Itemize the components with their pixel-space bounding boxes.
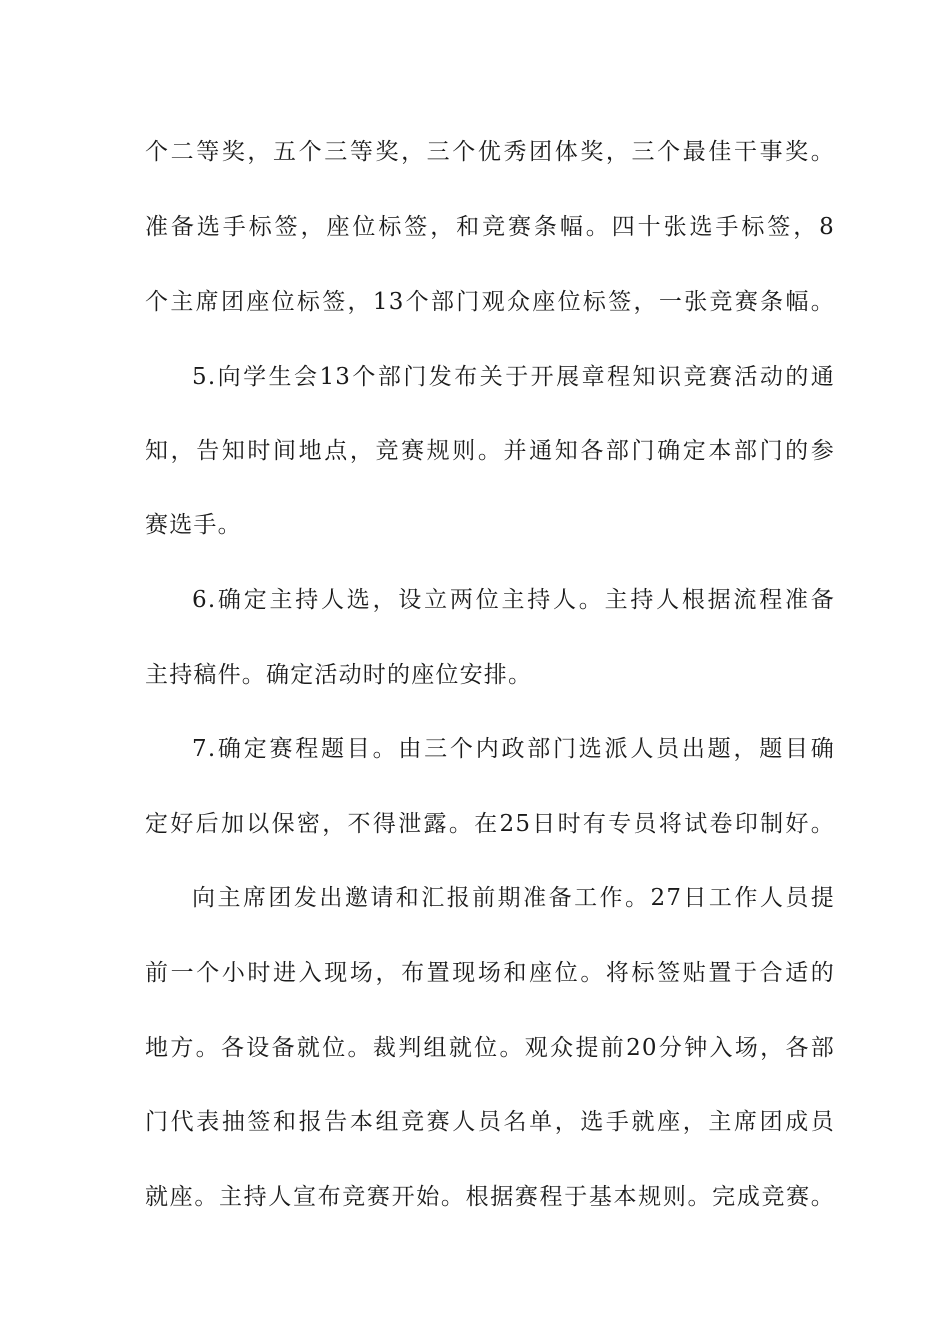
text-line-7: 6.确定主持人选，设立两位主持人。主持人根据流程准备 bbox=[192, 587, 835, 613]
text-line-12: 前一个小时进入现场，布置现场和座位。将标签贴置于合适的 bbox=[145, 960, 835, 986]
text-line-10: 定好后加以保密，不得泄露。在25日时有专员将试卷印制好。 bbox=[145, 811, 835, 837]
text-line-6: 赛选手。 bbox=[145, 512, 242, 538]
text-line-3: 个主席团座位标签，13个部门观众座位标签，一张竞赛条幅。 bbox=[145, 289, 835, 315]
text-line-9: 7.确定赛程题目。由三个内政部门选派人员出题，题目确 bbox=[192, 736, 835, 762]
text-line-15: 就座。主持人宣布竞赛开始。根据赛程于基本规则。完成竞赛。 bbox=[145, 1184, 835, 1210]
text-line-2: 准备选手标签，座位标签，和竞赛条幅。四十张选手标签，8 bbox=[145, 214, 835, 240]
text-line-13: 地方。各设备就位。裁判组就位。观众提前20分钟入场，各部 bbox=[145, 1035, 835, 1061]
text-line-8: 主持稿件。确定活动时的座位安排。 bbox=[145, 662, 533, 688]
text-line-1: 个二等奖，五个三等奖，三个优秀团体奖，三个最佳干事奖。 bbox=[145, 139, 835, 165]
text-line-11: 向主席团发出邀请和汇报前期准备工作。27日工作人员提 bbox=[192, 885, 835, 911]
text-line-4: 5.向学生会13个部门发布关于开展章程知识竞赛活动的通 bbox=[192, 364, 835, 390]
text-line-14: 门代表抽签和报告本组竞赛人员名单，选手就座，主席团成员 bbox=[145, 1109, 835, 1135]
text-line-5: 知，告知时间地点，竞赛规则。并通知各部门确定本部门的参 bbox=[145, 438, 835, 464]
